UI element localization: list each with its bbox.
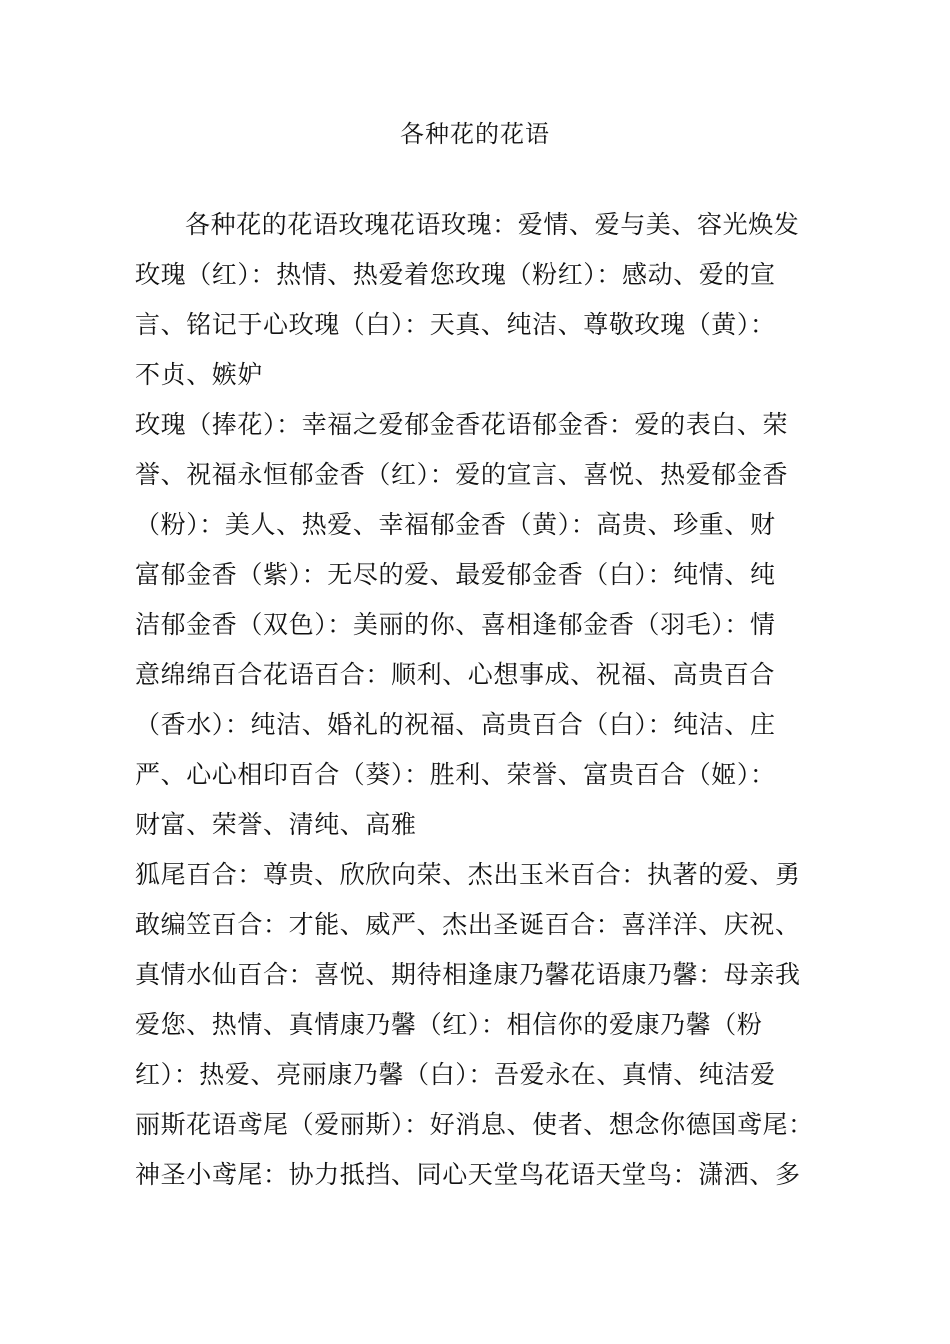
document-title: 各种花的花语 bbox=[400, 120, 550, 148]
text-line: 誉、祝福永恒郁金香（红）：爱的宣言、喜悦、热爱郁金香 bbox=[135, 460, 789, 489]
text-line: 玫瑰（红）：热情、热爱着您玫瑰（粉红）：感动、爱的宣 bbox=[135, 260, 776, 289]
document-body bbox=[135, 200, 825, 1200]
text-line: 丽斯花语鸢尾（爱丽斯）：好消息、使者、想念你德国鸢尾： bbox=[135, 1110, 814, 1139]
text-line: 神圣小鸢尾：协力抵挡、同心天堂鸟花语天堂鸟：潇洒、多 bbox=[135, 1160, 801, 1189]
text-line: 洁郁金香（双色）：美丽的你、喜相逢郁金香（羽毛）：情 bbox=[135, 610, 776, 639]
text-line: 敢编笠百合：才能、威严、杰出圣诞百合：喜洋洋、庆祝、 bbox=[135, 910, 801, 939]
text-line: 真情水仙百合：喜悦、期待相逢康乃馨花语康乃馨：母亲我 bbox=[135, 960, 801, 989]
text-line: （粉）：美人、热爱、幸福郁金香（黄）：高贵、珍重、财 bbox=[135, 510, 776, 539]
text-line: 红）：热爱、亮丽康乃馨（白）：吾爱永在、真情、纯洁爱 bbox=[135, 1060, 776, 1089]
text-line: 爱您、热情、真情康乃馨（红）：相信你的爱康乃馨（粉 bbox=[135, 1010, 763, 1039]
text-line: 意绵绵百合花语百合：顺利、心想事成、祝福、高贵百合 bbox=[135, 660, 776, 689]
text-line: 狐尾百合：尊贵、欣欣向荣、杰出玉米百合：执著的爱、勇 bbox=[135, 860, 801, 889]
text-line: 言、铭记于心玫瑰（白）：天真、纯洁、尊敬玫瑰（黄）： bbox=[135, 310, 776, 339]
text-line: （香水）：纯洁、婚礼的祝福、高贵百合（白）：纯洁、庄 bbox=[135, 710, 776, 739]
text-line: 财富、荣誉、清纯、高雅 bbox=[135, 810, 417, 839]
text-line: 富郁金香（紫）：无尽的爱、最爱郁金香（白）：纯情、纯 bbox=[135, 560, 776, 589]
text-line: 严、心心相印百合（葵）：胜利、荣誉、富贵百合（姬）： bbox=[135, 760, 776, 789]
text-line: 不贞、嫉妒 bbox=[135, 360, 264, 389]
text-line: 玫瑰（捧花）：幸福之爱郁金香花语郁金香：爱的表白、荣 bbox=[135, 410, 789, 439]
text-line: 各种花的花语玫瑰花语玫瑰：爱情、爱与美、容光焕发 bbox=[185, 210, 800, 239]
